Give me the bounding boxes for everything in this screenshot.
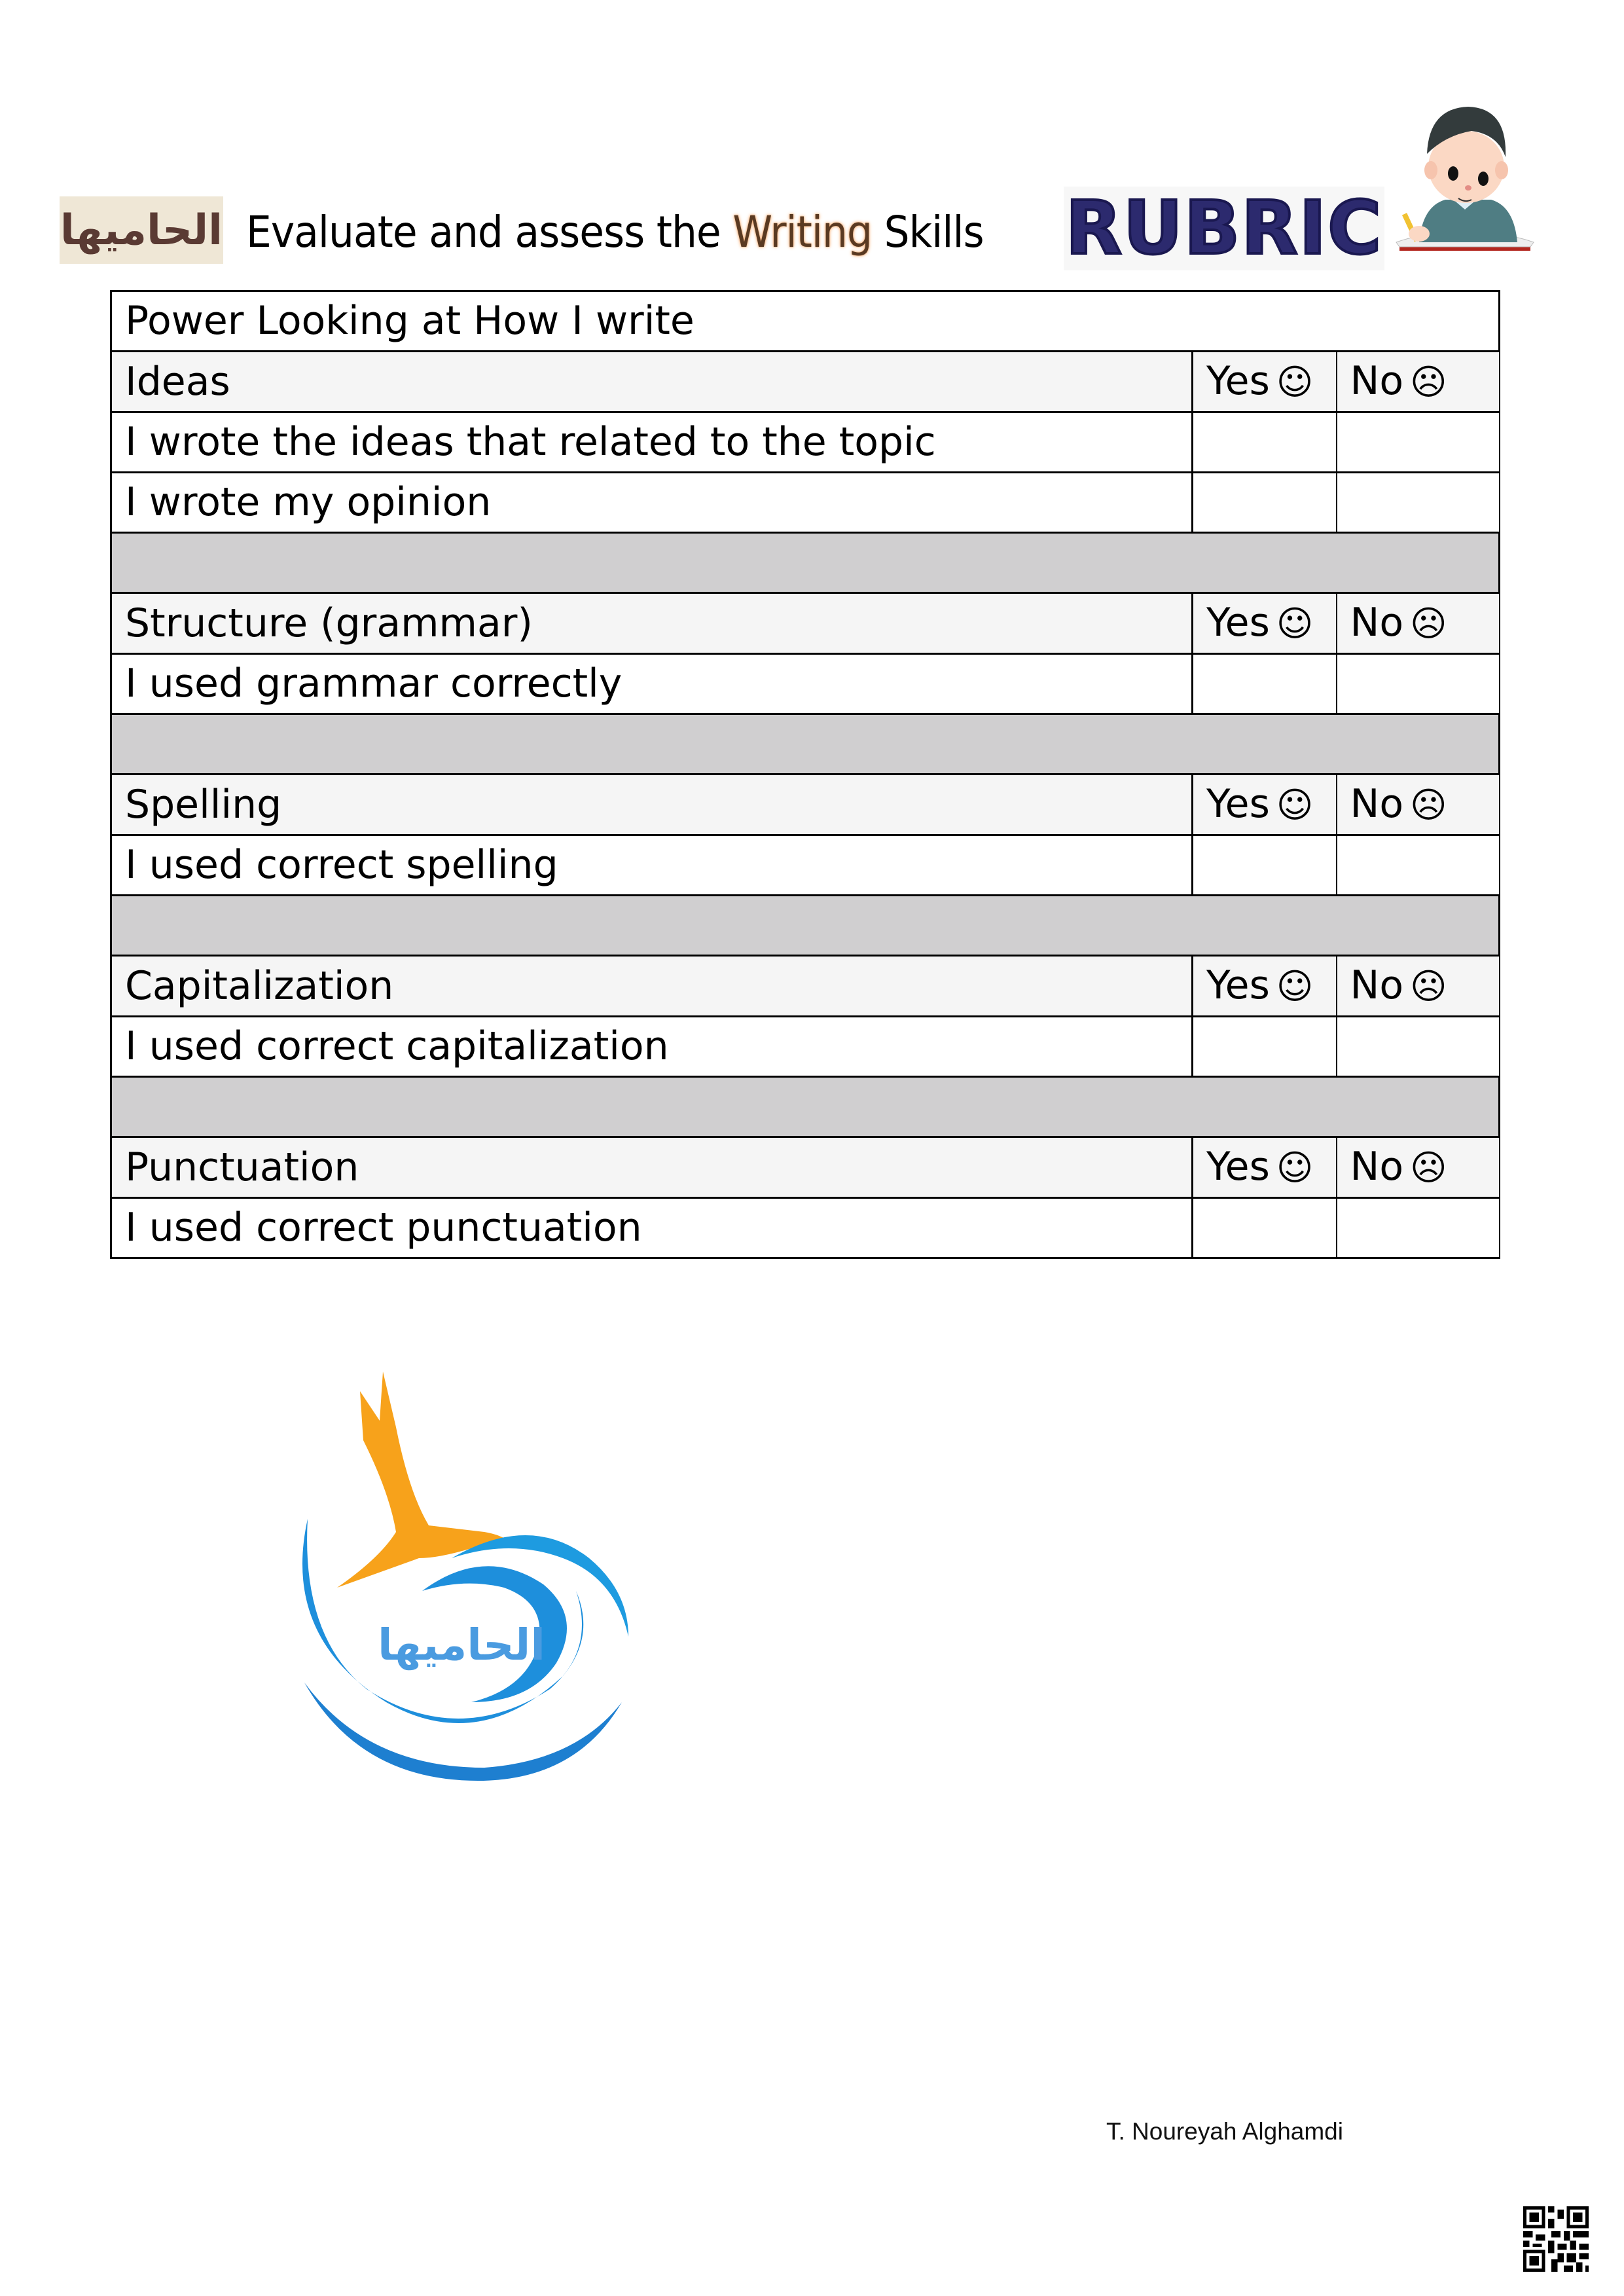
no-label: No <box>1350 358 1404 404</box>
page-title <box>246 200 984 265</box>
section-separator-row <box>111 714 1500 774</box>
yes-label: Yes <box>1206 600 1270 646</box>
no-checkbox-cell[interactable] <box>1337 654 1500 714</box>
section-heading-spelling: Spelling <box>111 774 1193 835</box>
table-title-row <box>111 291 1500 352</box>
separator-cell <box>111 533 1500 593</box>
yes-header <box>1193 1137 1337 1198</box>
title-suffix: Skills <box>872 207 984 257</box>
yes-label: Yes <box>1206 358 1270 404</box>
criterion-row <box>111 1198 1500 1258</box>
section-heading-capitalization: Capitalization <box>111 956 1193 1017</box>
yes-label: Yes <box>1206 781 1270 827</box>
smiley-face-icon: ☺ <box>1276 966 1314 1007</box>
no-header <box>1337 774 1500 835</box>
rubric-label: RUBRIC <box>1065 186 1383 271</box>
arabic-brand-text: الحاميها <box>60 206 223 255</box>
criterion-text: I used correct punctuation <box>111 1198 1193 1258</box>
criterion-text: I wrote the ideas that related to the topic <box>111 412 1193 473</box>
no-header <box>1337 956 1500 1017</box>
section-heading-row <box>111 1137 1500 1198</box>
criterion-row <box>111 473 1500 533</box>
no-label: No <box>1350 781 1404 827</box>
section-separator-row <box>111 896 1500 956</box>
no-checkbox-cell[interactable] <box>1337 1198 1500 1258</box>
frowning-face-icon: ☹ <box>1410 966 1447 1007</box>
no-checkbox-cell[interactable] <box>1337 1017 1500 1077</box>
smiley-face-icon: ☺ <box>1276 603 1314 644</box>
bird-wave-logo-icon <box>288 1362 655 1787</box>
yes-label: Yes <box>1206 1144 1270 1190</box>
yes-header <box>1193 774 1337 835</box>
criterion-text: I used correct spelling <box>111 835 1193 896</box>
section-heading-row <box>111 593 1500 654</box>
criterion-row <box>111 412 1500 473</box>
rubric-banner <box>1064 187 1384 270</box>
no-header <box>1337 1137 1500 1198</box>
separator-cell <box>111 714 1500 774</box>
separator-cell <box>111 1077 1500 1137</box>
yes-checkbox-cell[interactable] <box>1193 1198 1337 1258</box>
title-prefix: Evaluate and assess the <box>246 207 733 257</box>
criterion-row <box>111 654 1500 714</box>
no-header <box>1337 352 1500 412</box>
yes-checkbox-cell[interactable] <box>1193 412 1337 473</box>
yes-header <box>1193 352 1337 412</box>
writing-rubric-table <box>110 290 1500 1259</box>
logo-arabic-text: الحاميها <box>378 1620 545 1670</box>
frowning-face-icon: ☹ <box>1410 784 1447 826</box>
frowning-face-icon: ☹ <box>1410 603 1447 644</box>
section-heading-ideas: Ideas <box>111 352 1193 412</box>
frowning-face-icon: ☹ <box>1410 361 1447 403</box>
author-credit: T. Noureyah Alghamdi <box>1106 2118 1343 2145</box>
yes-label: Yes <box>1206 962 1270 1008</box>
section-heading-row <box>111 352 1500 412</box>
yes-header <box>1193 593 1337 654</box>
yes-checkbox-cell[interactable] <box>1193 835 1337 896</box>
criterion-text: I used correct capitalization <box>111 1017 1193 1077</box>
frowning-face-icon: ☹ <box>1410 1147 1447 1188</box>
criterion-row <box>111 835 1500 896</box>
qr-code-icon <box>1523 2206 1589 2272</box>
arabic-brand-logo <box>60 196 223 264</box>
smiley-face-icon: ☺ <box>1276 784 1314 826</box>
smiley-face-icon: ☺ <box>1276 1147 1314 1188</box>
no-checkbox-cell[interactable] <box>1337 412 1500 473</box>
section-separator-row <box>111 533 1500 593</box>
criterion-text: I wrote my opinion <box>111 473 1193 533</box>
section-heading-punctuation: Punctuation <box>111 1137 1193 1198</box>
no-label: No <box>1350 600 1404 646</box>
section-separator-row <box>111 1077 1500 1137</box>
yes-checkbox-cell[interactable] <box>1193 654 1337 714</box>
yes-checkbox-cell[interactable] <box>1193 473 1337 533</box>
separator-cell <box>111 896 1500 956</box>
title-highlight: Writing <box>732 207 873 257</box>
smiley-face-icon: ☺ <box>1276 361 1314 403</box>
no-label: No <box>1350 962 1404 1008</box>
yes-header <box>1193 956 1337 1017</box>
no-label: No <box>1350 1144 1404 1190</box>
criterion-row <box>111 1017 1500 1077</box>
section-heading-structure: Structure (grammar) <box>111 593 1193 654</box>
no-header <box>1337 593 1500 654</box>
criterion-text: I used grammar correctly <box>111 654 1193 714</box>
no-checkbox-cell[interactable] <box>1337 835 1500 896</box>
no-checkbox-cell[interactable] <box>1337 473 1500 533</box>
boy-writing-illustration-icon <box>1393 95 1538 262</box>
yes-checkbox-cell[interactable] <box>1193 1017 1337 1077</box>
section-heading-row <box>111 956 1500 1017</box>
section-heading-row <box>111 774 1500 835</box>
table-title: Power Looking at How I write <box>111 291 1500 352</box>
